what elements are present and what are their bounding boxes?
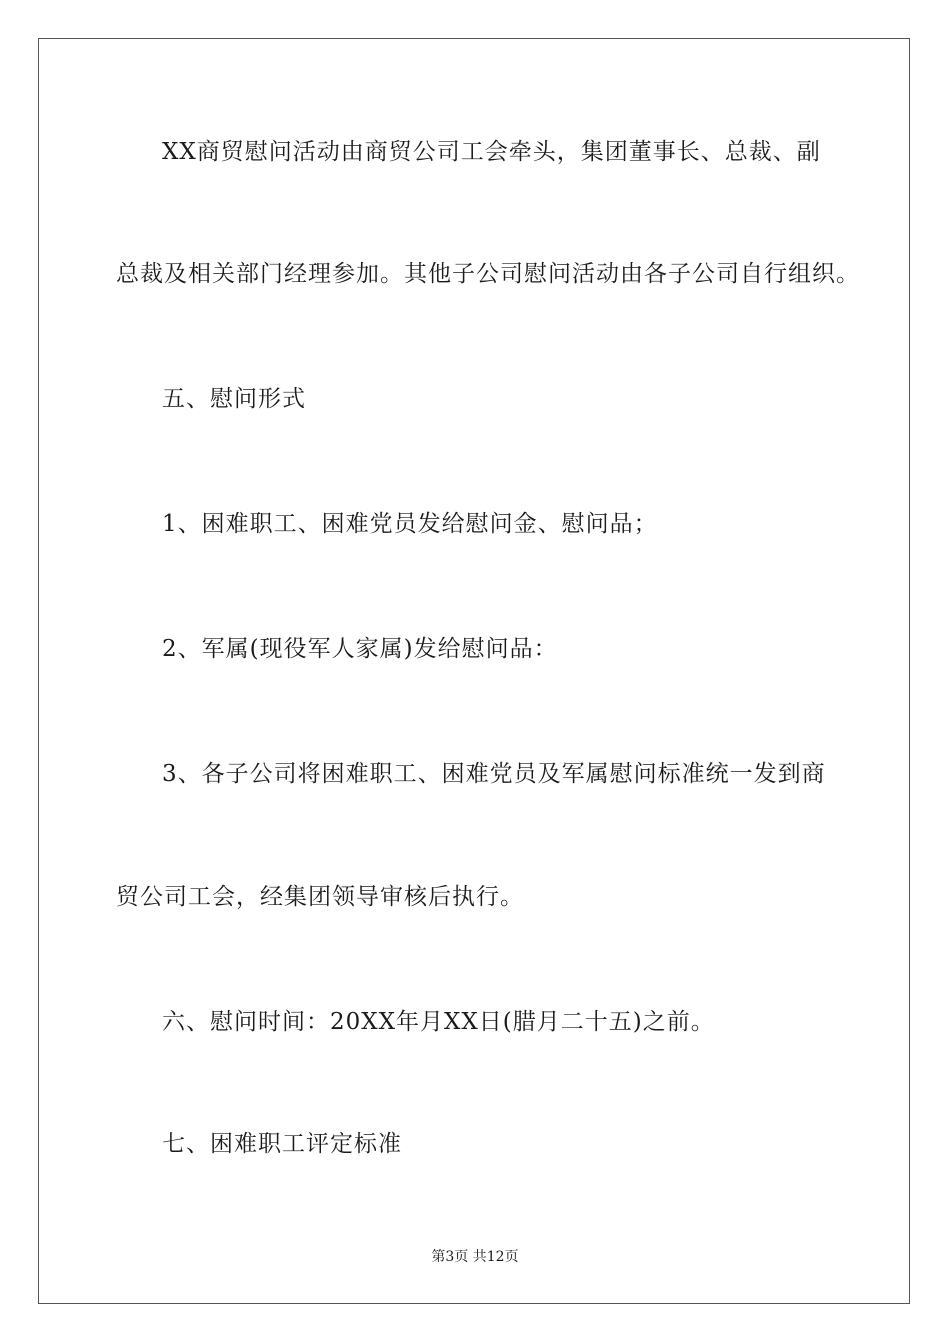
list-item-3: 3、各子公司将困难职工、困难党员及军属慰问标准统一发到商	[162, 761, 826, 787]
list-item-1: 1、困难职工、困难党员发给慰问金、慰问品；	[162, 511, 658, 537]
paragraph-line-1: XX商贸慰问活动由商贸公司工会牵头，集团董事长、总裁、副	[162, 139, 821, 165]
section-heading-6: 六、慰问时间：20XX年月XX日(腊月二十五)之前。	[162, 1009, 715, 1035]
section-heading-7: 七、困难职工评定标准	[162, 1131, 402, 1157]
page-border	[38, 38, 910, 1304]
paragraph-line-2: 总裁及相关部门经理参加。其他子公司慰问活动由各子公司自行组织。	[116, 261, 860, 287]
list-item-3-continued: 贸公司工会，经集团领导审核后执行。	[116, 884, 524, 910]
page-number-footer: 第3页 共12页	[431, 1249, 519, 1265]
section-heading-5: 五、慰问形式	[162, 386, 306, 412]
list-item-2: 2、军属(现役军人家属)发给慰问品：	[162, 636, 558, 662]
